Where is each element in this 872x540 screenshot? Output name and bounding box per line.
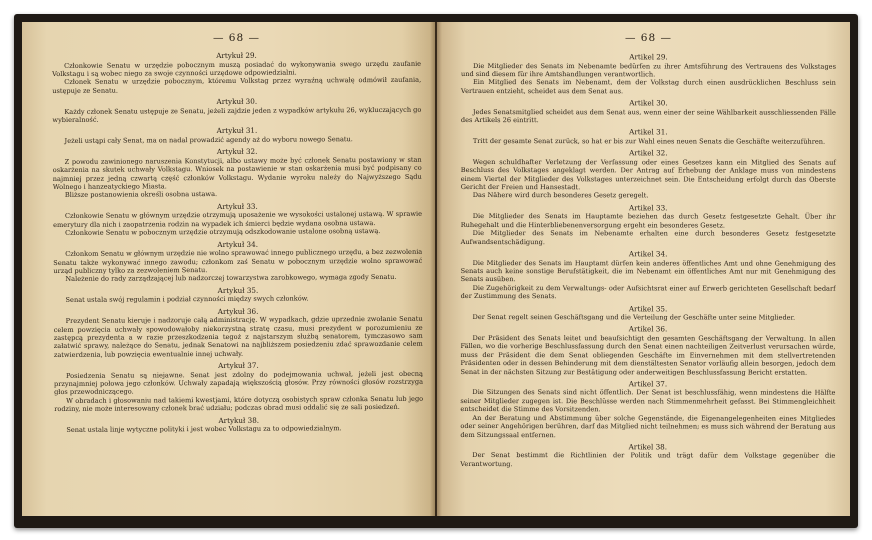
article-paragraph: Die Mitglieder des Senats im Nebenamte bedürfen zu ihrer Amtsführung des Vertrauens des Volkstages und sind diesem für ihre Amtshandlungen verantwortlich.	[460, 61, 836, 79]
right-page-text	[460, 52, 836, 469]
article-heading: Artikel 33.	[629, 203, 668, 213]
article-paragraph: Członek Senatu w urzędzie pobocznym, któremu Volkstag przez wyraźną uchwałę odmówił zaufania, ustępuje ze Senatu.	[52, 76, 422, 95]
article-heading: Artikel 35.	[628, 303, 668, 313]
article-paragraph: Członkowie Senatu w urzędzie pobocznym muszą posiadać do wykonywania swego urzędu zaufanie Volkstagu i są wobec niego za swoje czynności urzędowe odpowiedzialni.	[52, 59, 422, 78]
article-heading: Artykuł 32.	[216, 147, 258, 157]
article-heading: Artikel 31.	[629, 127, 668, 137]
article-paragraph: Każdy członek Senatu ustępuje ze Senatu, jeżeli zajdzie jeden z wypadków artykułu 26, wykluczających go wybieralność.	[52, 105, 422, 125]
article-paragraph: Der Senat regelt seinen Geschäftsgang und die Verteilung der Geschäfte unter seine Mitglieder.	[472, 313, 796, 322]
article-paragraph: Członkowie Senatu w pobocznym urzędzie otrzymują odszkodowanie ustalone osobną ustawą.	[65, 227, 381, 238]
article-paragraph: Bliższe postanowienia określi osobna ustawa.	[64, 190, 218, 200]
article-paragraph: Członkowie Senatu w głównym urzędzie otrzymują uposażenie we wysokości ustalonej ustawą. W sprawie emerytury dla nich i zaopatrzenia rodzin na wypadek ich śmierci będzie wydana osobna ustawa.	[53, 210, 423, 229]
article-heading: Artikel 38.	[628, 442, 668, 452]
article-paragraph: Die Mitglieder des Senats im Nebenamte erhalten eine durch besonderes Gesetz festgesetzte Aufwandsentschädigung.	[460, 229, 836, 246]
article-heading: Artikel 36.	[628, 324, 668, 334]
article-heading: Artykuł 33.	[217, 201, 258, 211]
article-paragraph: W obradach i głosowaniu nad takiemi kwestjami, które dotyczą osobistych spraw członka Senatu lub jego rodziny, nie może interesowany członek brać udziału; podczas obrad musi oddalić się ze sali posiedzeń.	[54, 394, 424, 414]
article-paragraph: Das Nähere wird durch besonderes Gesetz geregelt.	[472, 191, 649, 200]
article-paragraph: Senat ustala swój regulamin i podział czynności między swych członków.	[65, 294, 309, 305]
article-paragraph: Die Mitglieder des Senats im Hauptamte beziehen das durch Gesetz festgesetzte Gehalt. Über ihr Ruhegehalt und die Hinterbliebenenversorgung ergeht ein besonderes Gesetz.	[460, 212, 836, 230]
article-paragraph: Ein Mitglied des Senats im Nebenamt, dem der Volkstag durch einen ausdrücklichen Beschluss sein Vertrauen entzieht, scheidet aus dem Senat aus.	[460, 78, 836, 96]
left-page-text	[52, 50, 423, 435]
article-heading: Artykuł 29.	[216, 50, 257, 60]
article-heading: Artykuł 34.	[217, 239, 259, 249]
article-paragraph: Die Sitzungen des Senats sind nicht öffentlich. Der Senat ist beschlussfähig, wenn mindestens die Hälfte seiner Mitglieder zugegen ist. Die Beschlüsse werden nach Stimmenmehrheit gefasst. Bei Stimmengleichheit entscheidet die Stimme des Vorsitzenden.	[460, 388, 836, 414]
article-paragraph: Die Zugehörigkeit zu dem Verwaltungs- oder Aufsichtsrat einer auf Erwerb gerichteten Gesellschaft bedarf der Zustimmung des Senats.	[460, 283, 836, 301]
right-page	[437, 22, 850, 516]
article-paragraph: Członkom Senatu w głównym urzędzie nie wolno sprawować innego publicznego urzędu, a bez zezwolenia Senatu także wykonywać innego zawodu; członkom zaś Senatu w pobocznym urzędzie wolno sprawować urząd publiczny tylko za zezwoleniem Senatu.	[53, 247, 423, 275]
page-number-left: — 68 —	[212, 32, 261, 44]
article-heading: Artykuł 38.	[218, 415, 260, 425]
left-page	[22, 22, 435, 516]
article-paragraph: Senat ustala linje wytyczne polityki i jest wobec Volkstagu za to odpowiedzialnym.	[66, 424, 342, 435]
article-paragraph: Posiedzenia Senatu są niejawne. Senat jest zdolny do podejmowania uchwał, jeżeli jest obecną przynajmniej połowa jego członków. Uchwały zapadają większością głosów. Przy równości głosów rozstrzyga głos przewodniczącego.	[54, 369, 424, 397]
article-paragraph: Prezydent Senatu kieruje i nadzoruje całą administrację. W wypadkach, gdzie uprzednie zwołanie Senatu celem powzięcia uchwały spowodowałoby niekorzystną stratę czasu, musi prezydent w porozumieniu ze zastępcą prezydenta a w razie przeszkodzenia tegoż z najstarszym służbą senatorem, tymczasowo sam załatwić sprawy, należące do Senatu, jednak Senatowi na najbliższem posiedzeniu zdać sprawozdanie celem zatwierdzenia, lub powzięcia ewentualnie innej uchwały.	[53, 314, 423, 359]
article-heading: Artykuł 36.	[217, 306, 259, 316]
article-paragraph: Der Präsident des Senats leitet und beaufsichtigt den gesamten Geschäftsgang der Verwaltung. In allen Fällen, wo die vorherige Beschlussfassung durch den Senat einen nachteiligen Zeitverlust verursachen würde, muss der Präsident die dem Senat obliegenden Geschäfte im Einvernehmen mit dem stellvertretenden Präsidenten oder in dessen Behinderung mit dem dienstältesten Senator vorläufig allein besorgen, jedoch dem Senat in der nächsten Sitzung zur Bestätigung oder anderweitigen Beschlussfassung Bericht erstatten.	[460, 333, 836, 377]
article-heading: Artykuł 35.	[217, 285, 259, 295]
article-paragraph: Die Mitglieder des Senats im Hauptamt dürfen kein anderes öffentliches Amt und ohne Genehmigung des Senats auch keine sonstige Berufstätigkeit, die im Nebenamt ein öffentliches Amt nur mit Genehmigung des Senats ausüben.	[460, 258, 836, 284]
article-paragraph: Z powodu zawinionego naruszenia Konstytucji, albo ustawy może być członek Senatu postawiony w stan oskarżenia na skutek uchwały Volkstagu. Wniosek na postawienie w stan oskarżenia musi być podpisany co najmniej przez jedną czwartą część członków Volkstagu. Wydanie wyroku należy do Najwyższego Sądu Wolnego i hanzeatyckiego Miasta.	[52, 155, 422, 192]
article-heading: Artikel 29.	[629, 52, 668, 62]
article-heading: Artikel 30.	[629, 98, 668, 108]
book-gutter	[430, 22, 442, 516]
article-heading: Artikel 37.	[628, 379, 668, 389]
article-paragraph: Wegen schuldhafter Verletzung der Verfassung oder eines Gesetzes kann ein Mitglied des Senats auf Beschluss des Volkstages angeklagt werden. Der Antrag auf Erhebung der Anklage muss von mindestens einem Viertel der Mitglieder des Volkstages unterzeichnet sein. Die Entscheidung erfolgt durch das Oberste Gericht der Freien und Hansestadt.	[460, 157, 836, 192]
article-heading: Artikel 32.	[629, 148, 668, 158]
article-paragraph: Jedes Senatsmitglied scheidet aus dem Senat aus, wenn einer der seine Wählbarkeit ausschliessenden Fälle des Artikels 26 eintritt.	[460, 107, 836, 125]
article-paragraph: Należenie do rady zarządzającej lub nadzorczej towarzystwa zarobkowego, wymaga zgody Senatu.	[65, 273, 397, 284]
article-heading: Artykuł 31.	[216, 126, 258, 136]
article-heading: Artikel 34.	[628, 249, 668, 259]
article-heading: Artykuł 37.	[218, 360, 259, 371]
page-number-right: — 68 —	[624, 32, 673, 44]
article-heading: Artykuł 30.	[216, 96, 258, 107]
article-paragraph: An der Beratung und Abstimmung über solche Gegenstände, die Eigenangelegenheiten eines Mitgliedes oder seiner Angehörigen berühren, darf das Mitglied nicht teilnehmen; es muss sich während der Beratung aus dem Sitzungssaal entfernen.	[460, 413, 836, 439]
article-paragraph: Jeżeli ustąpi cały Senat, ma on nadal prowadzić agendy aż do wyboru nowego Senatu.	[64, 135, 353, 145]
article-paragraph: Der Senat bestimmt die Richtlinien der Politik und trägt dafür dem Volkstage gegenüber die Verantwortung.	[460, 451, 836, 468]
article-paragraph: Tritt der gesamte Senat zurück, so hat er bis zur Wahl eines neuen Senats die Geschäfte weiterzuführen.	[472, 136, 826, 146]
